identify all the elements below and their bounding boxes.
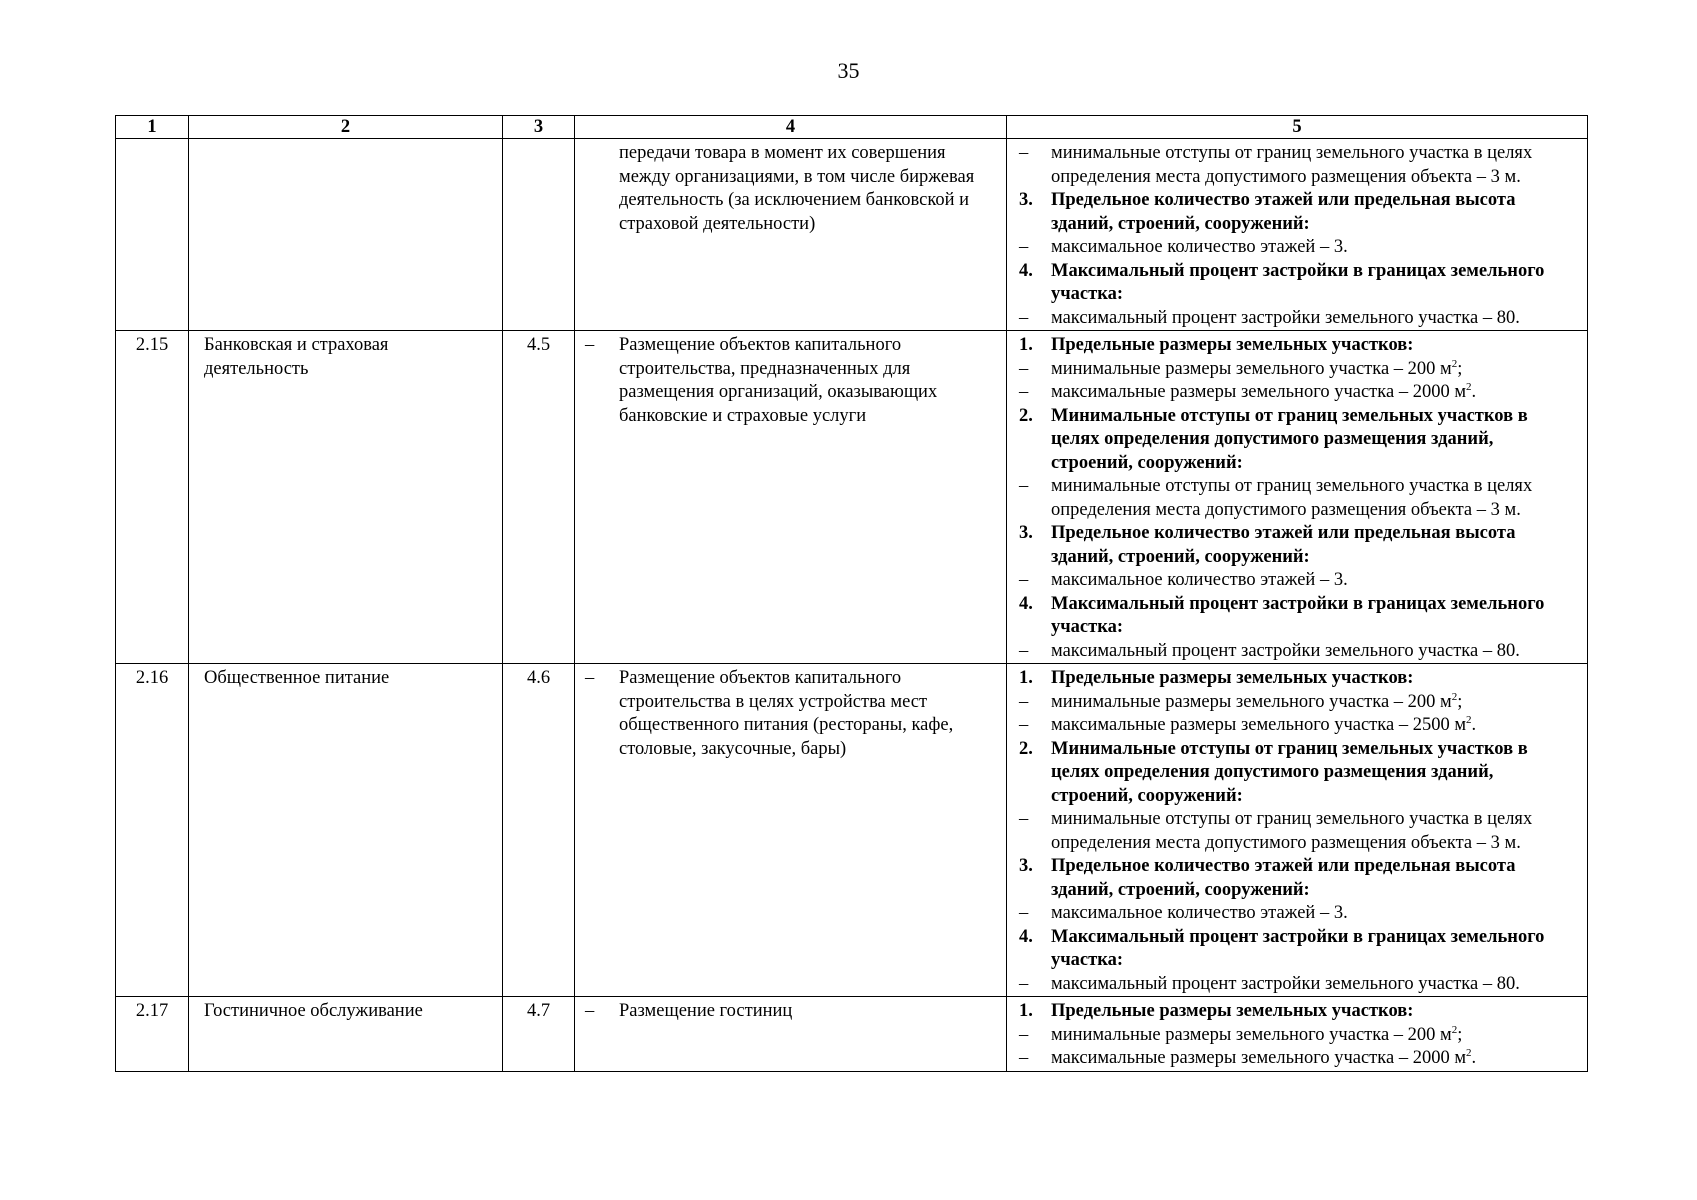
parameter-text: [1051, 569, 1579, 593]
description-line: [583, 1000, 998, 1024]
unit-exponent: 2: [1466, 1047, 1472, 1059]
dash-marker: –: [1019, 715, 1029, 735]
dash-marker: –: [585, 335, 595, 355]
heading-number: 1.: [1019, 668, 1033, 688]
parameter-heading: [1017, 738, 1579, 809]
parameter-text: [1051, 738, 1579, 809]
parameter-heading: [1017, 189, 1579, 236]
row-number: 2.16: [116, 664, 189, 997]
land-use-code: 4.5: [503, 331, 575, 664]
land-use-description: [575, 664, 1007, 997]
parameter-text-main: Предельное количество этажей или предельная высота зданий, строений, сооружений:: [1051, 856, 1516, 900]
parameter-text-main: максимальный процент застройки земельного участка – 80.: [1051, 307, 1520, 328]
dash-marker: –: [1019, 476, 1029, 496]
parameter-item: [1017, 1047, 1579, 1071]
parameter-text: [1051, 667, 1579, 691]
parameters-cell: [1007, 997, 1588, 1072]
description-text: Размещение гостиниц: [619, 1001, 793, 1021]
parameter-text: [1051, 358, 1579, 382]
header-col-1: 1: [116, 116, 189, 139]
parameter-item: [1017, 973, 1579, 997]
row-number: 2.17: [116, 997, 189, 1072]
heading-number: 4.: [1019, 260, 1033, 281]
dash-marker: –: [1019, 382, 1029, 402]
parameter-heading: [1017, 593, 1579, 640]
parameter-text-main: Предельные размеры земельных участков:: [1051, 668, 1414, 688]
page-number: 35: [837, 58, 860, 83]
parameter-item: [1017, 142, 1579, 189]
parameter-text-main: Минимальные отступы от границ земельных участков в целях определения допустимого размещения зданий, строений, сооружений:: [1051, 405, 1528, 473]
parameter-text-main: минимальные размеры земельного участка – 200 м: [1051, 1024, 1452, 1045]
dash-marker: –: [1019, 903, 1029, 923]
parameter-text-main: Максимальный процент застройки в границах земельного участка:: [1051, 926, 1545, 970]
parameter-heading: [1017, 334, 1579, 358]
parameter-text-main: максимальное количество этажей – 3.: [1051, 903, 1348, 923]
parameter-text: [1051, 334, 1579, 358]
heading-number: 3.: [1019, 523, 1033, 543]
dash-marker: –: [1019, 570, 1029, 590]
land-use-code: 4.6: [503, 664, 575, 997]
unit-exponent: 2: [1466, 381, 1472, 393]
parameter-text-tail: ;: [1457, 1024, 1463, 1045]
parameter-text-main: минимальные отступы от границ земельного участка в целях определения места допустимого размещения объекта – 3 м.: [1051, 476, 1533, 520]
heading-number: 4.: [1019, 593, 1033, 614]
header-col-5: 5: [1007, 116, 1588, 139]
parameter-text-main: максимальные размеры земельного участка – 2000 м: [1051, 382, 1467, 402]
parameter-item: [1017, 691, 1579, 715]
parameter-text-main: Предельное количество этажей или предельная высота зданий, строений, сооружений:: [1051, 523, 1516, 567]
dash-marker: –: [1019, 1024, 1029, 1045]
land-use-code: [503, 139, 575, 331]
dash-marker: –: [1019, 237, 1029, 257]
parameter-heading: [1017, 855, 1579, 902]
parameter-item: [1017, 475, 1579, 522]
parameter-text: [1051, 973, 1579, 997]
description-line: [583, 667, 998, 761]
header-row: [116, 116, 1588, 139]
table-row: [116, 664, 1588, 997]
parameter-text: [1051, 1024, 1579, 1048]
description-line: [583, 334, 998, 428]
parameter-text-main: максимальные размеры земельного участка – 2000 м: [1051, 1048, 1467, 1068]
table-row: [116, 331, 1588, 664]
parameter-text-main: минимальные размеры земельного участка – 200 м: [1051, 358, 1452, 379]
zoning-table: [115, 115, 1588, 1072]
parameters-cell: [1007, 139, 1588, 331]
heading-number: 2.: [1019, 405, 1033, 426]
row-number: 2.15: [116, 331, 189, 664]
parameter-heading: [1017, 522, 1579, 569]
parameter-heading: [1017, 667, 1579, 691]
parameter-text: [1051, 902, 1579, 926]
parameter-item: [1017, 381, 1579, 405]
parameter-text-main: минимальные размеры земельного участка – 200 м: [1051, 691, 1452, 712]
parameter-text: [1051, 926, 1579, 973]
table-body: [116, 139, 1588, 1072]
dash-marker: –: [585, 1001, 595, 1021]
parameter-heading: [1017, 405, 1579, 476]
parameter-text: [1051, 593, 1579, 640]
parameter-text-main: минимальные отступы от границ земельного участка в целях определения места допустимого размещения объекта – 3 м.: [1051, 809, 1533, 853]
parameter-text-main: Минимальные отступы от границ земельных участков в целях определения допустимого размещения зданий, строений, сооружений:: [1051, 738, 1528, 806]
parameter-item: [1017, 640, 1579, 664]
parameter-item: [1017, 307, 1579, 331]
parameter-text: [1051, 189, 1579, 236]
parameter-item: [1017, 1024, 1579, 1048]
parameter-text-main: Предельные размеры земельных участков:: [1051, 1001, 1414, 1021]
parameter-item: [1017, 714, 1579, 738]
parameter-text: [1051, 1047, 1579, 1071]
heading-number: 3.: [1019, 856, 1033, 876]
unit-exponent: 2: [1466, 714, 1472, 726]
parameter-text-tail: .: [1471, 715, 1477, 735]
parameter-text: [1051, 236, 1579, 260]
dash-marker: –: [1019, 973, 1029, 994]
parameter-text-main: максимальное количество этажей – 3.: [1051, 570, 1348, 590]
parameter-heading: [1017, 1000, 1579, 1024]
parameter-text-main: Максимальный процент застройки в границах земельного участка:: [1051, 260, 1545, 304]
dash-marker: –: [1019, 358, 1029, 379]
land-use-name: Банковская и страховая деятельность: [189, 331, 503, 664]
parameter-text-tail: ;: [1457, 358, 1463, 379]
heading-number: 1.: [1019, 1001, 1033, 1021]
parameter-text: [1051, 405, 1579, 476]
parameter-text-tail: ;: [1457, 691, 1463, 712]
row-number: [116, 139, 189, 331]
parameter-item: [1017, 358, 1579, 382]
heading-number: 4.: [1019, 926, 1033, 947]
parameter-text: [1051, 260, 1579, 307]
land-use-name: Гостиничное обслуживание: [189, 997, 503, 1072]
parameter-text: [1051, 142, 1579, 189]
parameter-item: [1017, 902, 1579, 926]
parameter-text-main: минимальные отступы от границ земельного участка в целях определения места допустимого размещения объекта – 3 м.: [1051, 143, 1533, 187]
parameter-text-main: максимальное количество этажей – 3.: [1051, 237, 1348, 257]
heading-number: 2.: [1019, 738, 1033, 759]
parameter-text-main: Предельные размеры земельных участков:: [1051, 335, 1414, 355]
parameter-text-tail: .: [1471, 382, 1477, 402]
dash-marker: –: [1019, 143, 1029, 163]
dash-marker: –: [1019, 640, 1029, 661]
land-use-description: [575, 997, 1007, 1072]
parameter-heading: [1017, 926, 1579, 973]
land-use-name: [189, 139, 503, 331]
parameter-text: [1051, 1000, 1579, 1024]
parameter-text: [1051, 381, 1579, 405]
parameter-heading: [1017, 260, 1579, 307]
header-col-2: 2: [189, 116, 503, 139]
dash-marker: –: [1019, 809, 1029, 829]
parameter-text-main: максимальный процент застройки земельного участка – 80.: [1051, 973, 1520, 994]
parameter-text: [1051, 522, 1579, 569]
land-use-description: [575, 331, 1007, 664]
land-use-code: 4.7: [503, 997, 575, 1072]
parameter-text-main: максимальный процент застройки земельного участка – 80.: [1051, 640, 1520, 661]
parameter-text-main: Предельное количество этажей или предельная высота зданий, строений, сооружений:: [1051, 190, 1516, 234]
description-text: передачи товара в момент их совершения между организациями, в том числе биржевая деятельность (за исключением банковской и страховой деятельности): [619, 143, 975, 234]
header-col-3: 3: [503, 116, 575, 139]
parameter-text: [1051, 808, 1579, 855]
unit-exponent: 2: [1451, 690, 1458, 703]
parameters-cell: [1007, 664, 1588, 997]
parameter-text: [1051, 855, 1579, 902]
description-text: Размещение объектов капитального строительства, предназначенных для размещения организаций, оказывающих банковские и страховые услуги: [619, 335, 938, 426]
parameter-text: [1051, 307, 1579, 331]
dash-marker: –: [1019, 1048, 1029, 1068]
table-row: [116, 139, 1588, 331]
parameter-text: [1051, 691, 1579, 715]
land-use-name: Общественное питание: [189, 664, 503, 997]
parameter-text: [1051, 714, 1579, 738]
land-use-description: [575, 139, 1007, 331]
parameter-text: [1051, 475, 1579, 522]
parameter-item: [1017, 569, 1579, 593]
parameters-cell: [1007, 331, 1588, 664]
dash-marker: –: [1019, 307, 1029, 328]
description-text: Размещение объектов капитального строительства в целях устройства мест общественного питания (рестораны, кафе, столовые, закусочные, бары): [619, 668, 954, 759]
parameter-text-main: Максимальный процент застройки в границах земельного участка:: [1051, 593, 1545, 637]
heading-number: 3.: [1019, 190, 1033, 210]
parameter-item: [1017, 808, 1579, 855]
header-col-4: 4: [575, 116, 1007, 139]
parameter-text-tail: .: [1471, 1048, 1477, 1068]
parameter-text-main: максимальные размеры земельного участка – 2500 м: [1051, 715, 1467, 735]
heading-number: 1.: [1019, 335, 1033, 355]
unit-exponent: 2: [1451, 357, 1458, 370]
dash-marker: –: [585, 668, 595, 688]
table-row: [116, 997, 1588, 1072]
parameter-item: [1017, 236, 1579, 260]
unit-exponent: 2: [1451, 1023, 1458, 1036]
parameter-text: [1051, 640, 1579, 664]
dash-marker: –: [1019, 691, 1029, 712]
